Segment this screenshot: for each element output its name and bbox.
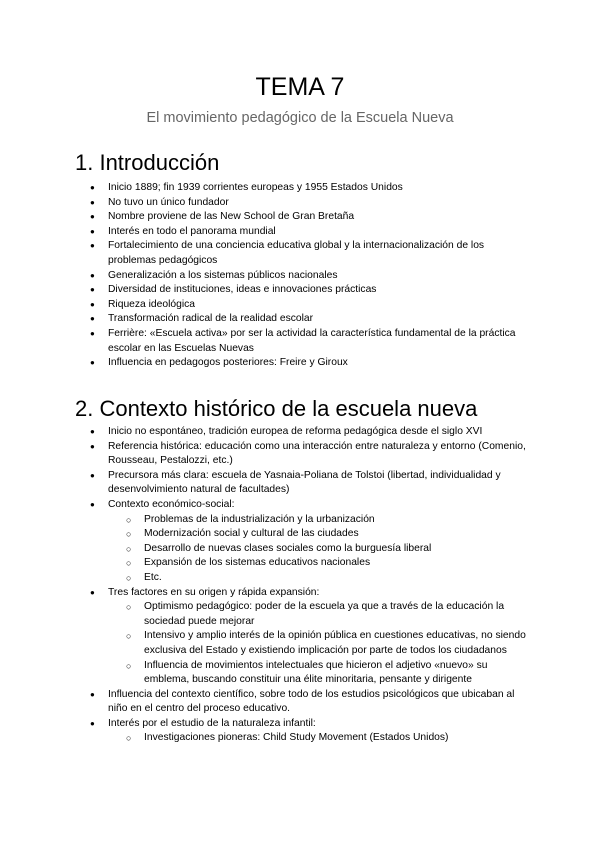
list-item: ● Fortalecimiento de una conciencia educativa global y la internacionalización de los problemas pedagógicos xyxy=(75,239,530,268)
sublist-item: ○ Optimismo pedagógico: poder de la escuela ya que a través de la educación la sociedad puede mejorar xyxy=(108,600,530,629)
list-item: ● Ferrière: «Escuela activa» por ser la actividad la característica fundamental de la práctica escolar en las Escuelas Nuevas xyxy=(75,327,530,356)
socioeconomic-sublist xyxy=(108,513,530,586)
section-2-list xyxy=(75,425,530,746)
list-item: ● Interés en todo el panorama mundial xyxy=(75,225,530,240)
sublist-item: ○ Etc. xyxy=(108,571,530,586)
list-item: ● Nombre proviene de las New School de Gran Bretaña xyxy=(75,210,530,225)
sublist-item: ○ Influencia de movimientos intelectuales que hicieron el adjetivo «nuevo» su emblema, buscando constituir una élite minoritaria, pensante y dirigente xyxy=(108,659,530,688)
list-item: ● Inicio 1889; fin 1939 corrientes europeas y 1955 Estados Unidos xyxy=(75,181,530,196)
list-item: ● Generalización a los sistemas públicos nacionales xyxy=(75,269,530,284)
sublist-item: ○ Investigaciones pioneras: Child Study Movement (Estados Unidos) xyxy=(108,731,530,746)
list-item: ● Influencia en pedagogos posteriores: Freire y Giroux xyxy=(75,356,530,371)
document-title: TEMA 7 xyxy=(255,73,345,101)
document-subtitle: El movimiento pedagógico de la Escuela Nueva xyxy=(146,110,454,126)
child-study-sublist xyxy=(108,731,530,746)
sublist-item: ○ Expansión de los sistemas educativos nacionales xyxy=(108,556,530,571)
section-1-heading: 1. Introducción xyxy=(75,150,220,175)
list-item: ● Transformación radical de la realidad escolar xyxy=(75,312,530,327)
section-1-list xyxy=(75,181,530,371)
list-item: ● Diversidad de instituciones, ideas e innovaciones prácticas xyxy=(75,283,530,298)
list-item: ● Riqueza ideológica xyxy=(75,298,530,313)
list-item: ● Influencia del contexto científico, sobre todo de los estudios psicológicos que ubicaban al niño en el centro del proceso educativo. xyxy=(75,688,530,717)
list-item: ● Precursora más clara: escuela de Yasnaia-Poliana de Tolstoi (libertad, individualidad y desenvolvimiento natural de facultades) xyxy=(75,469,530,498)
list-item: ● No tuvo un único fundador xyxy=(75,196,530,211)
list-item: ● Inicio no espontáneo, tradición europea de reforma pedagógica desde el siglo XVI xyxy=(75,425,530,440)
list-item-text: Tres factores en su origen y rápida expansión: xyxy=(108,586,320,598)
factors-sublist xyxy=(108,600,530,688)
list-item-text: Contexto económico-social: xyxy=(108,498,235,510)
list-item xyxy=(75,586,530,688)
sublist-item: ○ Desarrollo de nuevas clases sociales como la burguesía liberal xyxy=(108,542,530,557)
list-item xyxy=(75,498,530,586)
list-item-text: Interés por el estudio de la naturaleza infantil: xyxy=(108,717,316,729)
sublist-item: ○ Problemas de la industrialización y la urbanización xyxy=(108,513,530,528)
sublist-item: ○ Modernización social y cultural de las ciudades xyxy=(108,527,530,542)
list-item: ● Referencia histórica: educación como una interacción entre naturaleza y entorno (Comenio, Rousseau, Pestalozzi, etc.) xyxy=(75,440,530,469)
section-2-heading: 2. Contexto histórico de la escuela nueva xyxy=(75,396,478,421)
list-item xyxy=(75,717,530,746)
sublist-item: ○ Intensivo y amplio interés de la opinión pública en cuestiones educativas, no siendo exclusiva del Estado y existiendo implicación por parte de todos los ciudadanos xyxy=(108,629,530,658)
